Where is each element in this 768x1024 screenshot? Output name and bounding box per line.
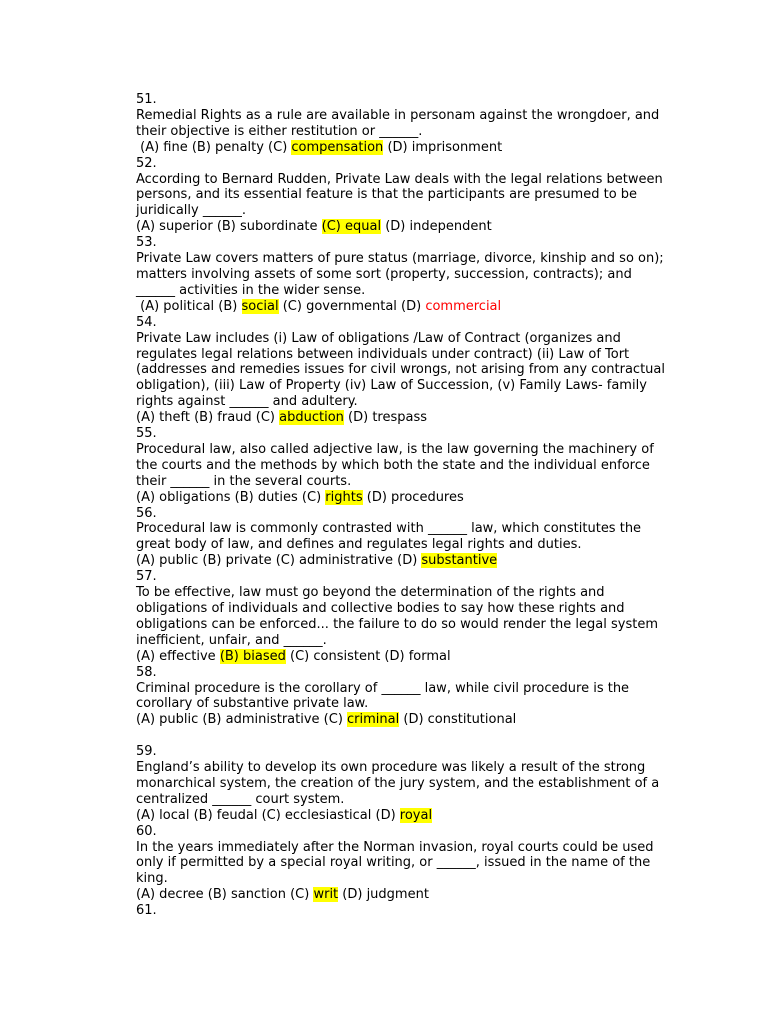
question-text: corollary of substantive private law. xyxy=(136,696,369,712)
answer-options xyxy=(136,140,681,156)
options-text: (A) obligations (B) duties (C) xyxy=(136,489,326,505)
question-number: 52. xyxy=(136,155,157,171)
question-text: In the years immediately after the Norman invasion, royal courts could be used xyxy=(136,839,654,855)
answer-options xyxy=(136,410,681,426)
answer-options xyxy=(136,219,681,235)
options-text: (A) public (B) administrative (C) xyxy=(136,712,348,728)
question-text: obligations can be enforced... the failure to do so would render the legal system xyxy=(136,616,658,632)
question-text: obligation), (iii) Law of Property (iv) Law of Succession, (v) Family Laws- family xyxy=(136,378,647,394)
options-text: (A) political (B) xyxy=(136,298,242,314)
question-text: regulates legal relations between individuals under contract) (ii) Law of Tort xyxy=(136,346,630,362)
question-text: only if permitted by a special royal writing, or ______, issued in the name of the xyxy=(136,855,651,871)
options-text: (A) superior (B) subordinate xyxy=(136,219,322,235)
question-text: Private Law covers matters of pure status (marriage, divorce, kinship and so on); xyxy=(136,251,664,267)
question-text: their ______ in the several courts. xyxy=(136,473,352,489)
highlighted-answer: (B) biased xyxy=(219,648,286,664)
question-number: 56. xyxy=(136,505,157,521)
question-text: their objective is either restitution or ______. xyxy=(136,123,423,139)
question-text: great body of law, and defines and regulates legal rights and duties. xyxy=(136,537,582,553)
question-number: 60. xyxy=(136,823,157,839)
answer-options xyxy=(136,649,681,665)
options-text: (D) procedures xyxy=(362,489,464,505)
options-text: (D) trespass xyxy=(343,410,428,426)
question-text: England’s ability to develop its own procedure was likely a result of the strong xyxy=(136,760,646,776)
answer-options xyxy=(136,887,681,903)
answer-options xyxy=(136,808,681,824)
highlighted-answer: royal xyxy=(399,807,433,823)
options-text: (A) local (B) feudal (C) ecclesiastical (D) xyxy=(136,807,400,823)
question-text: monarchical system, the creation of the jury system, and the establishment of a xyxy=(136,775,660,791)
question-document xyxy=(136,92,681,919)
highlighted-answer: criminal xyxy=(347,712,400,728)
question-text: centralized ______ court system. xyxy=(136,791,345,807)
question-text: Procedural law, also called adjective law, is the law governing the machinery of xyxy=(136,441,654,457)
question-number: 59. xyxy=(136,744,157,760)
options-text: (D) independent xyxy=(381,219,492,235)
question-text: According to Bernard Rudden, Private Law deals with the legal relations between xyxy=(136,171,663,187)
question-text: inefficient, unfair, and ______. xyxy=(136,632,327,648)
question-number: 61. xyxy=(136,903,157,919)
question-text: Procedural law is commonly contrasted with ______ law, which constitutes the xyxy=(136,521,642,537)
question-number: 57. xyxy=(136,569,157,585)
question-text: king. xyxy=(136,871,168,887)
question-text: matters involving assets of some sort (property, succession, contracts); and xyxy=(136,266,632,282)
question-number: 54. xyxy=(136,314,157,330)
question-text: To be effective, law must go beyond the determination of the rights and xyxy=(136,585,605,601)
question-text: rights against ______ and adultery. xyxy=(136,394,358,410)
options-text: (A) decree (B) sanction (C) xyxy=(136,887,314,903)
answer-options xyxy=(136,553,681,569)
question-text: Remedial Rights as a rule are available in personam against the wrongdoer, and xyxy=(136,107,660,123)
options-text: (D) judgment xyxy=(338,887,429,903)
options-text: (D) imprisonment xyxy=(383,139,503,155)
options-text: (D) constitutional xyxy=(399,712,517,728)
answer-options xyxy=(136,712,681,728)
question-number: 55. xyxy=(136,426,157,442)
highlighted-answer: abduction xyxy=(279,410,344,426)
options-text: (A) fine (B) penalty (C) xyxy=(136,139,292,155)
options-text: (C) governmental (D) xyxy=(278,298,426,314)
question-number: 51. xyxy=(136,92,157,107)
highlighted-answer: rights xyxy=(325,489,363,505)
options-text: (A) theft (B) fraud (C) xyxy=(136,410,280,426)
question-text: persons, and its essential feature is that the participants are presumed to be xyxy=(136,187,638,203)
options-text: (A) effective xyxy=(136,648,220,664)
question-text: Criminal procedure is the corollary of ______ law, while civil procedure is the xyxy=(136,680,630,696)
red-answer-text: commercial xyxy=(425,298,502,314)
question-text: ______ activities in the wider sense. xyxy=(136,282,366,298)
highlighted-answer: writ xyxy=(313,887,339,903)
highlighted-answer: compensation xyxy=(291,139,384,155)
question-text: obligations of individuals and collective bodies to say how these rights and xyxy=(136,601,625,616)
highlighted-answer: social xyxy=(241,298,279,314)
options-text: (C) consistent (D) formal xyxy=(285,648,451,664)
question-number: 53. xyxy=(136,235,157,251)
highlighted-answer: (C) equal xyxy=(321,219,382,235)
answer-options xyxy=(136,299,681,315)
answer-options xyxy=(136,490,681,506)
question-text: the courts and the methods by which both the state and the individual enforce xyxy=(136,457,650,473)
question-text: (addresses and remedies issues for civil wrongs, not arising from any contractual xyxy=(136,362,665,378)
options-text: (A) public (B) private (C) administrative (D) xyxy=(136,553,422,569)
blank-line xyxy=(136,728,681,744)
question-text: Private Law includes (i) Law of obligations /Law of Contract (organizes and xyxy=(136,330,621,346)
question-number: 58. xyxy=(136,664,157,680)
question-text: juridically ______. xyxy=(136,203,246,219)
highlighted-answer: substantive xyxy=(421,553,498,569)
